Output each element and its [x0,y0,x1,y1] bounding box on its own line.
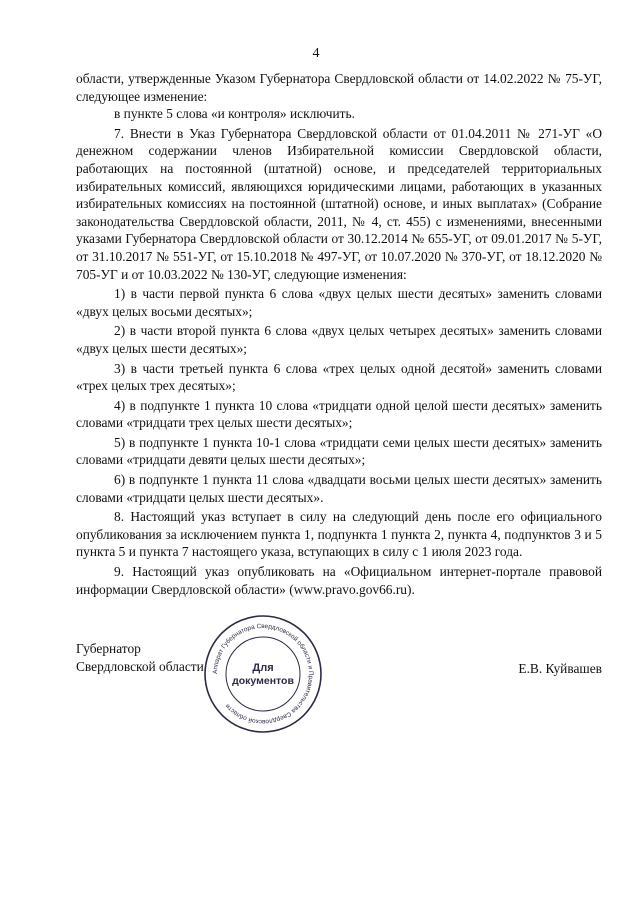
paragraph-subitem-5: 5) в подпункте 1 пункта 10-1 слова «тридцати семи целых шести десятых» заменить словами «тридцати девяти целых шести десятых»; [76,434,602,468]
signature-block [76,640,602,676]
stamp-center-line1: Для [252,662,274,674]
paragraph-subitem-2: 2) в части второй пункта 6 слова «двух целых четырех десятых» заменить словами «двух целых шести десятых»; [76,323,602,356]
paragraph-item-8: 8. Настоящий указ вступает в силу на следующий день после его официального опубликования за исключением пункта 1, подпункта 1 пункта 2, пункта 4, подпунктов 3 и 5 пункта 5 и пункта 7 настоящего указа, вступающих в силу с 1 июля 2023 года. [76,509,602,560]
paragraph-continuation: области, утвержденные Указом Губернатора Свердловской области от 14.02.2022 № 75-УГ, следующее изменение: [76,71,602,104]
paragraph-item-9: 9. Настоящий указ опубликовать на «Официальном интернет-портале правовой информации Свердловской области» (www.pravo.gov66.ru). [76,564,602,597]
paragraph-subitem-1: 1) в части первой пункта 6 слова «двух целых шести десятых» заменить словами «двух целых восьми десятых»; [76,286,602,319]
signatory-title-line2: Свердловской области [76,659,204,674]
signatory-name: Е.В. Куйвашев [518,661,602,676]
stamp-inner-ring [226,637,300,711]
page-number: 4 [312,46,320,61]
signatory-title-line1: Губернатор [76,641,141,656]
paragraph-subitem-6: 6) в подпункте 1 пункта 11 слова «двадцати восьми целых шести десятых» заменить словами «тридцати целых шести десятых». [76,472,602,505]
stamp-center-line2: документов [232,675,294,687]
paragraph-amendment: в пункте 5 слова «и контроля» исключить. [114,106,355,122]
paragraph-subitem-4: 4) в подпункте 1 пункта 10 слова «тридцати одной целой шести десятых» заменить словами «тридцати трех целых шести десятых»; [76,397,602,431]
official-stamp [202,613,324,735]
stamp-ring-text: Аппарат Губернатора Свердловской области и Правительства Свердловской области [211,622,315,726]
paragraph-subitem-3: 3) в части третьей пункта 6 слова «трех целых одной десятой» заменить словами «трех целых трех десятых»; [76,360,602,394]
document-body [76,70,602,598]
stamp-outer-ring [205,616,321,732]
paragraph-item-7: 7. Внести в Указ Губернатора Свердловской области от 01.04.2011 № 271-УГ «О денежном содержании членов Избирательной комиссии Свердловской области, работающих на постоянной (штатной) основе, и председателей территориальных избирательных комиссий, являющихся юридическими лицами, работающих в указанных избирательных комиссиях на постоянной (штатной) основе, и иных выплатах» (Собрание законодательства Свердловской области, 2011, № 4, ст. 455) с изменениями, внесенными указами Губернатора Свердловской области от 30.12.2014 № 655-УГ, от 09.01.2017 № 5-УГ, от 31.10.2017 № 551-УГ, от 15.10.2018 № 497-УГ, от 10.07.2020 № 370-УГ, от 18.12.2020 № 705-УГ и от 10.03.2022 № 130-УГ, следующие изменения: [76,125,602,282]
